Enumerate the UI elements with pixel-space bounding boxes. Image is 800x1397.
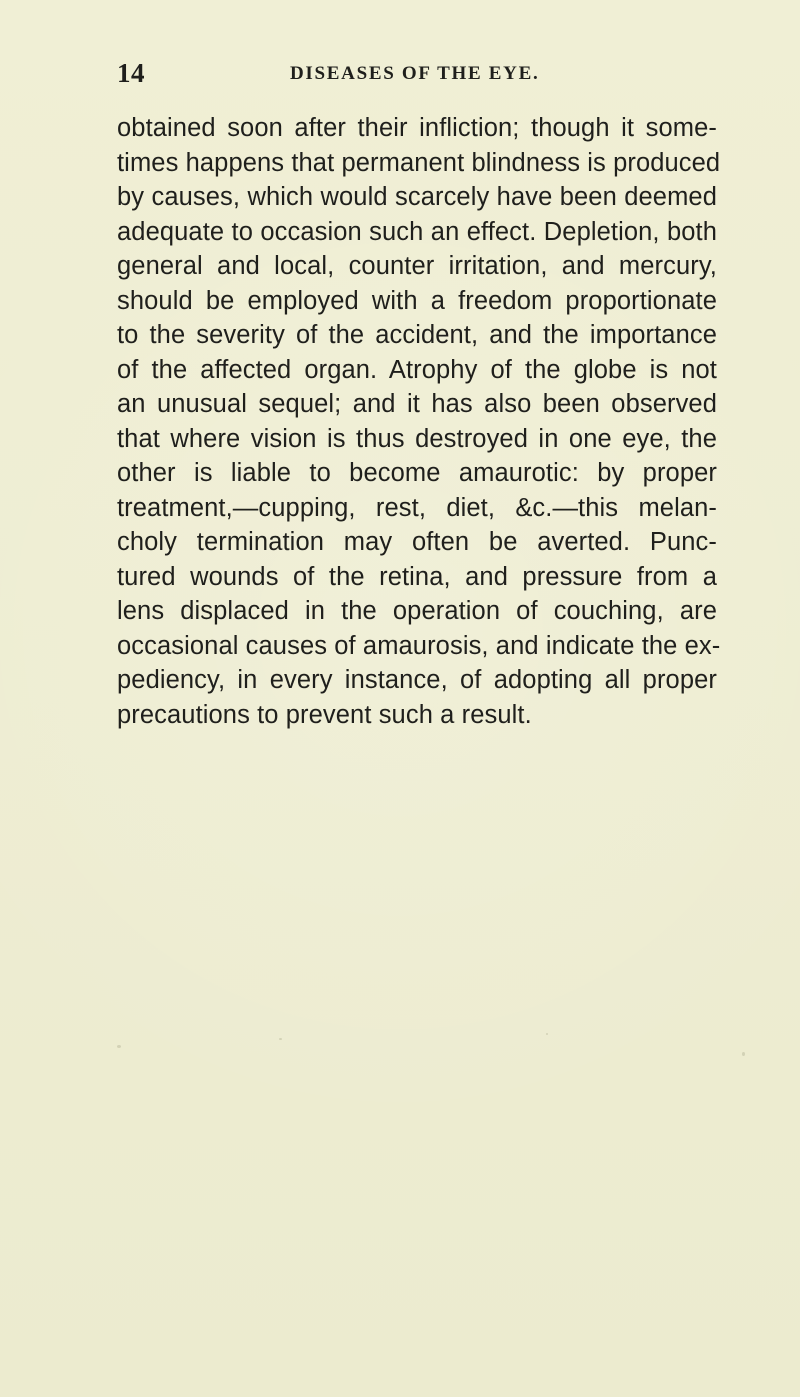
text-line: an unusual sequel; and it has also been observed: [117, 390, 717, 418]
text-line: other is liable to become amaurotic: by proper: [117, 459, 717, 487]
text-line: adequate to occasion such an effect. Depletion, both: [117, 217, 717, 246]
body-text: [117, 111, 721, 732]
running-header: [0, 58, 800, 88]
text-line: pediency, in every instance, of adopting all proper: [117, 666, 717, 694]
text-line: tured wounds of the retina, and pressure from a: [117, 562, 717, 591]
text-line: should be employed with a freedom proportionate: [117, 286, 717, 315]
text-line: lens displaced in the operation of couching, are: [117, 597, 717, 625]
text-line: times happens that permanent blindness is produced: [117, 148, 721, 177]
text-line: precautions to prevent such a result.: [117, 700, 532, 729]
text-line: occasional causes of amaurosis, and indicate the ex-: [117, 631, 721, 660]
text-line: by causes, which would scarcely have been deemed: [117, 183, 717, 211]
text-line: that where vision is thus destroyed in one eye, the: [117, 424, 717, 453]
paper-speck: [117, 1045, 121, 1048]
paper-speck: [742, 1052, 745, 1056]
running-title: DISEASES OF THE EYE.: [290, 63, 540, 84]
paper-speck: [279, 1038, 282, 1040]
text-line: treatment,—cupping, rest, diet, &c.—this melan-: [117, 493, 717, 522]
text-line: general and local, counter irritation, and mercury,: [117, 252, 717, 280]
page-number: 14: [117, 58, 145, 88]
text-line: choly termination may often be averted. Punc-: [117, 528, 717, 556]
text-line: of the affected organ. Atrophy of the globe is not: [117, 355, 717, 384]
paper-speck: [546, 1033, 548, 1035]
text-line: to the severity of the accident, and the importance: [117, 321, 717, 349]
text-line: obtained soon after their infliction; though it some-: [117, 114, 717, 142]
